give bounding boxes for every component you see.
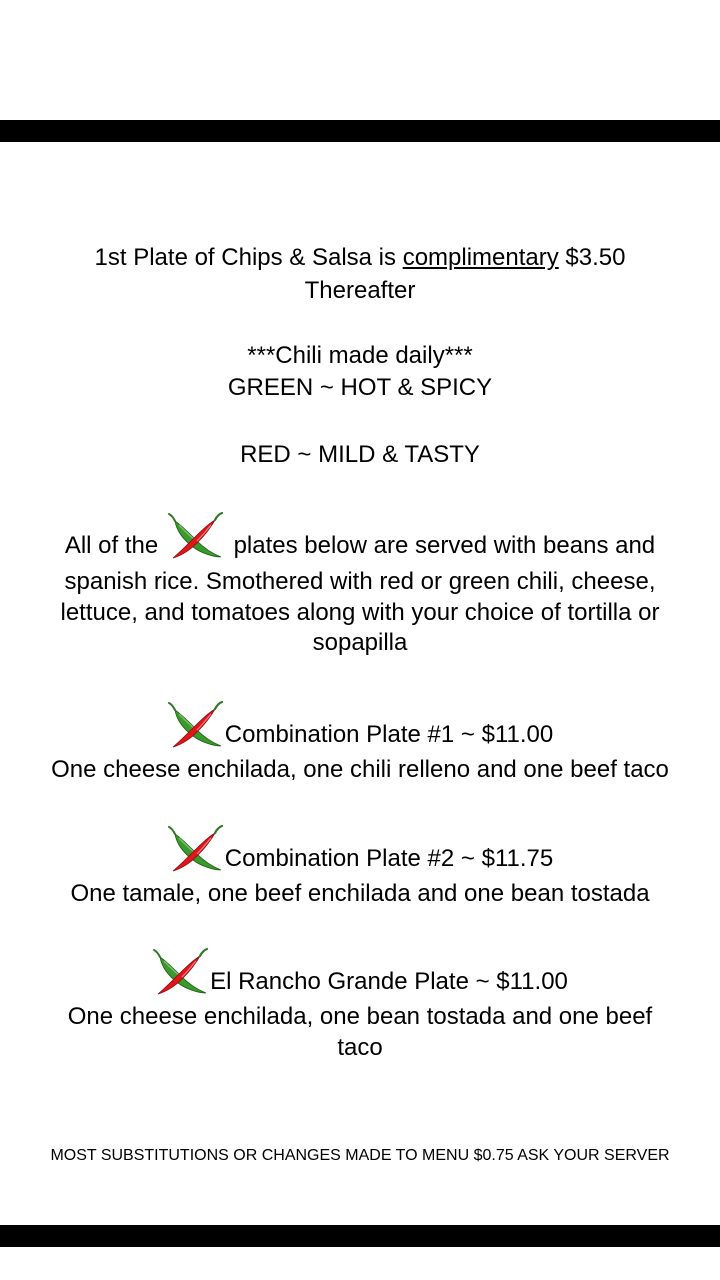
intro-trail: plates below are served with beans and <box>233 532 656 559</box>
plate-1-desc: One cheese enchilada, one chili relleno and one beef taco <box>51 756 669 783</box>
intro-line-4: sopapilla <box>312 629 408 656</box>
chili-peppers-icon <box>167 511 225 561</box>
plate-3-desc-line-2: taco <box>337 1034 383 1061</box>
chips-line <box>0 243 720 273</box>
chili-peppers-icon <box>152 947 210 997</box>
plate-3-title-row <box>0 947 720 1001</box>
chili-peppers-icon <box>167 700 225 750</box>
bottom-black-bar <box>0 1225 720 1247</box>
chili-heading: ***Chili made daily*** <box>247 342 473 369</box>
plate-3-title: El Rancho Grande Plate ~ $11.00 <box>210 968 568 995</box>
plate-2-desc: One tamale, one beef enchilada and one bean tostada <box>70 880 650 907</box>
substitutions-note: MOST SUBSTITUTIONS OR CHANGES MADE TO MENU $0.75 ASK YOUR SERVER <box>50 1147 670 1164</box>
chili-peppers-icon <box>167 824 225 874</box>
plate-3-desc-line-1: One cheese enchilada, one bean tostada and one beef <box>67 1003 653 1030</box>
chips-thereafter: Thereafter <box>304 277 416 304</box>
plate-2-title-row <box>0 824 720 878</box>
plate-1-title: Combination Plate #1 ~ $11.00 <box>224 721 554 748</box>
intro-line-3: lettuce, and tomatoes along with your choice of tortilla or <box>60 599 660 626</box>
plate-1-title-row <box>0 700 720 754</box>
intro-first-line <box>0 511 720 565</box>
chips-price: $3.50 <box>558 244 626 271</box>
plate-2-title: Combination Plate #2 ~ $11.75 <box>224 845 554 872</box>
chili-green: GREEN ~ HOT & SPICY <box>227 374 493 401</box>
top-black-bar <box>0 120 720 142</box>
complimentary-text: complimentary <box>402 244 559 271</box>
intro-lead: All of the <box>64 532 159 559</box>
chips-text: 1st Plate of Chips & Salsa is <box>94 244 403 271</box>
intro-line-2: spanish rice. Smothered with red or green chili, cheese, <box>64 568 656 595</box>
chili-red: RED ~ MILD & TASTY <box>240 441 480 468</box>
